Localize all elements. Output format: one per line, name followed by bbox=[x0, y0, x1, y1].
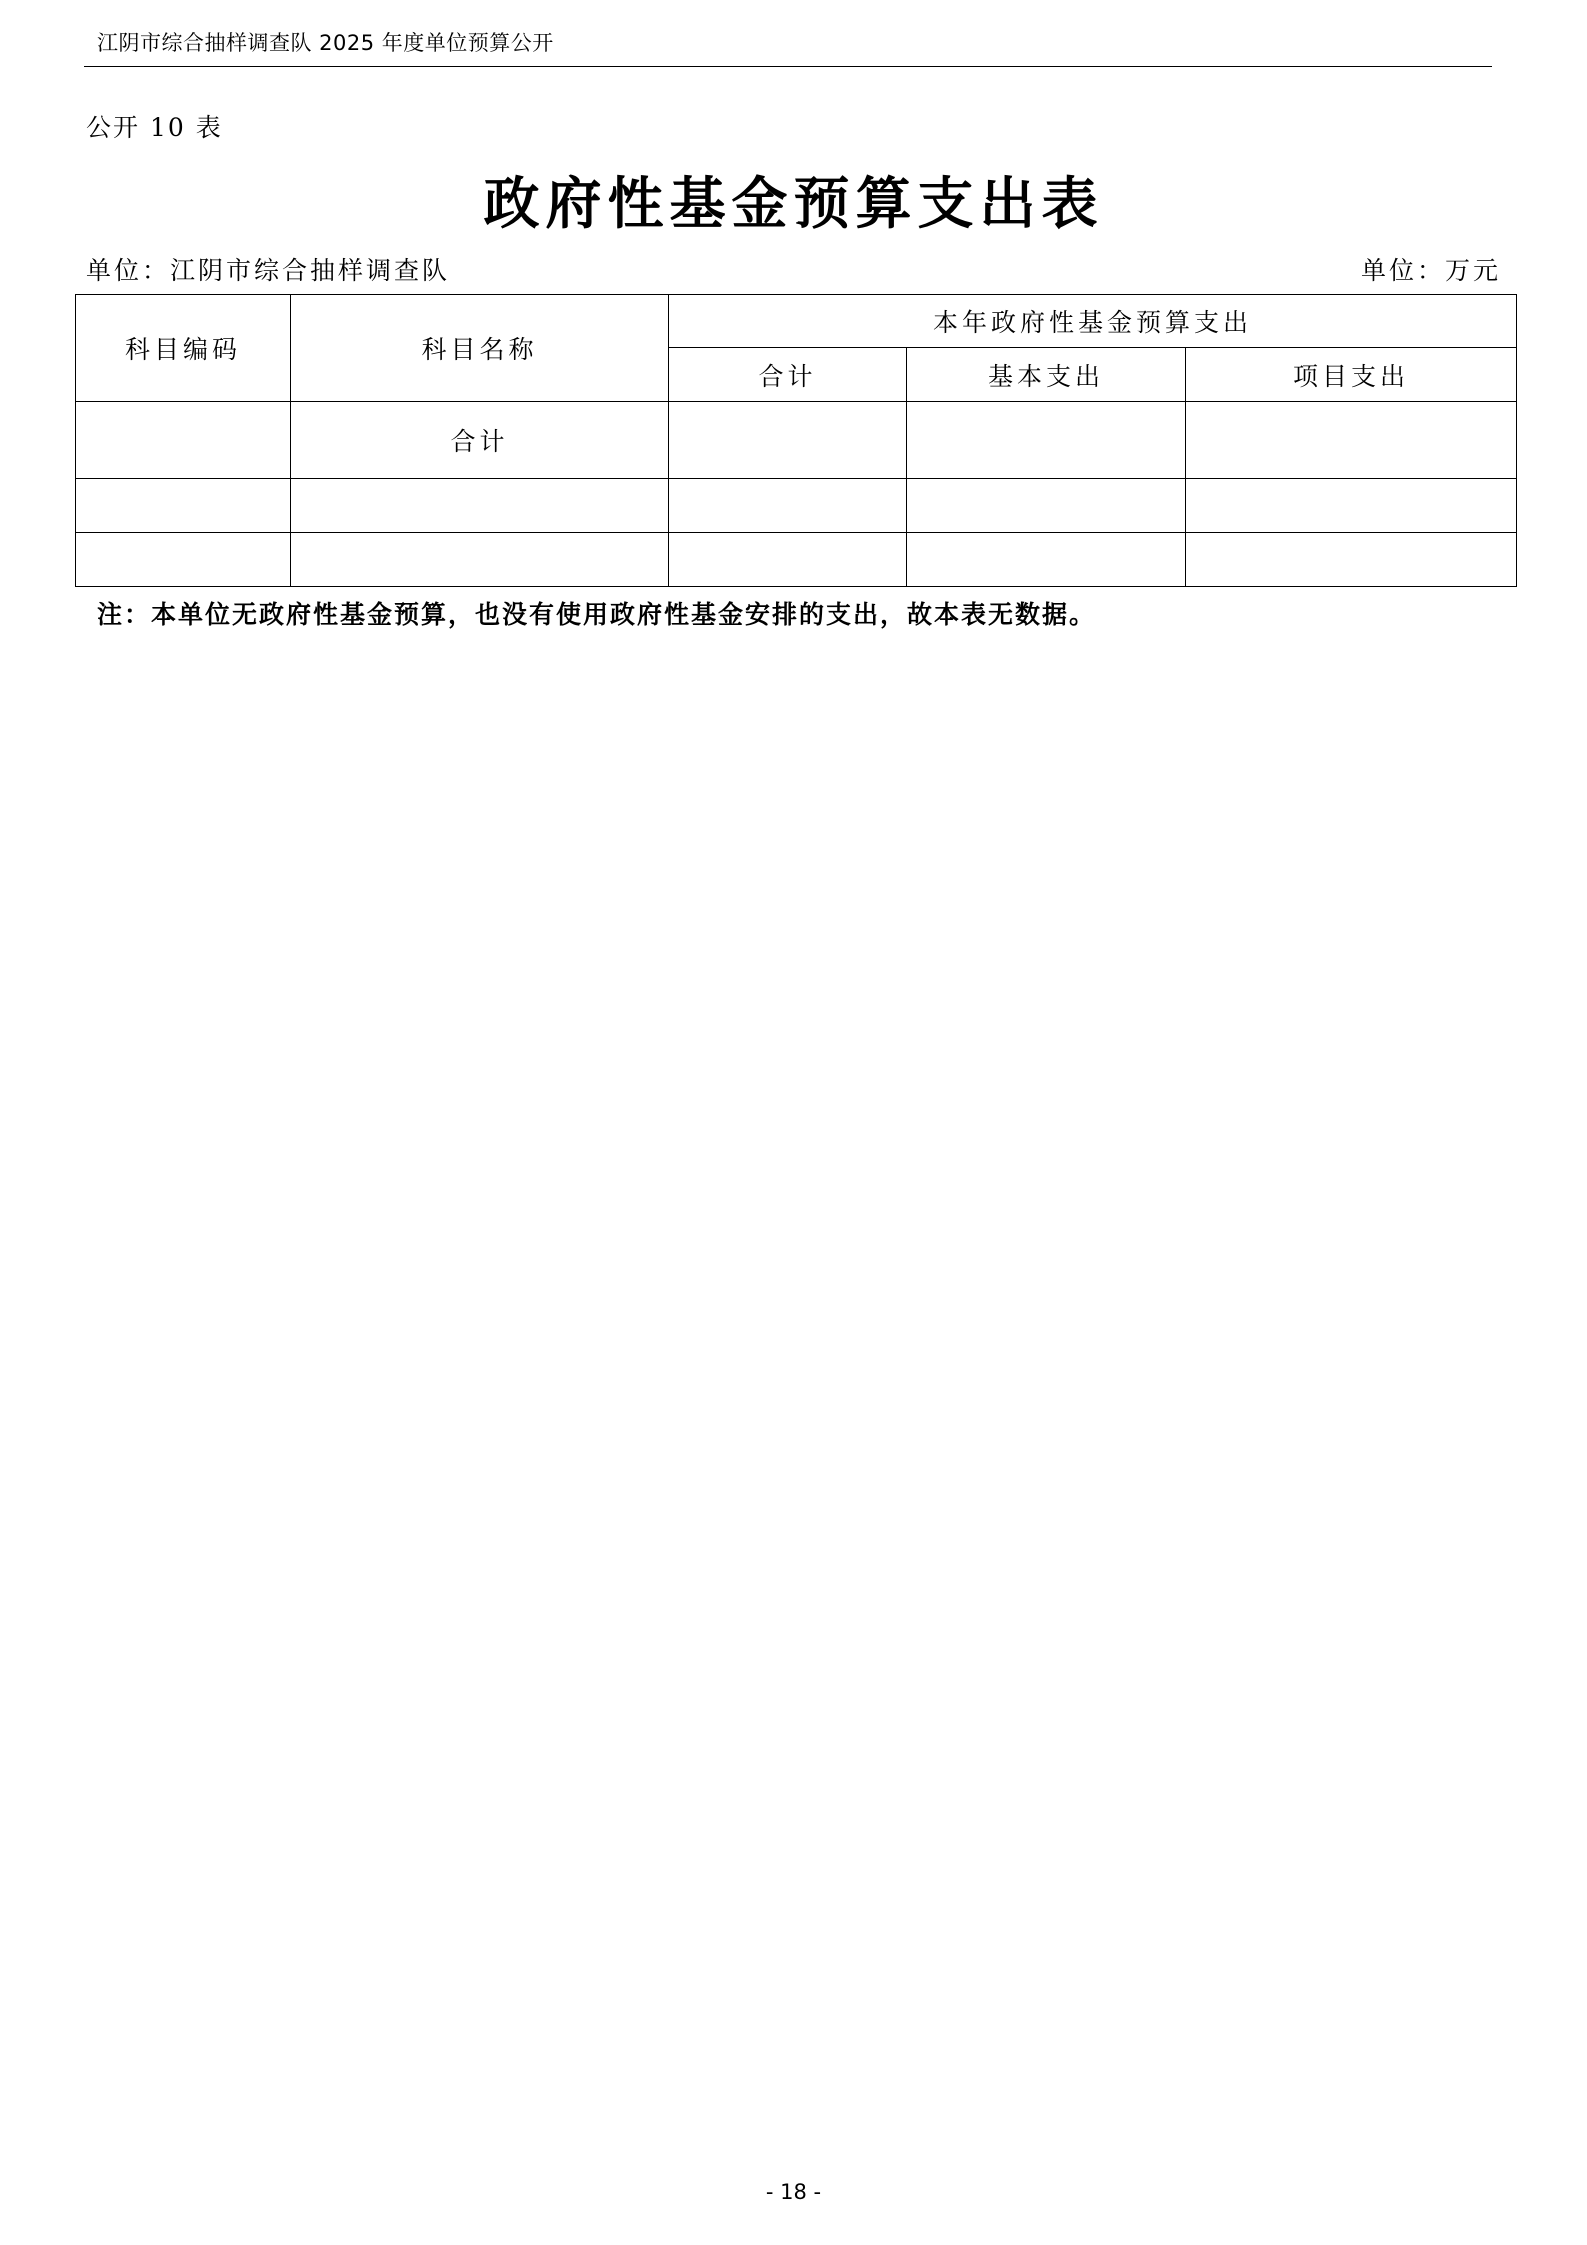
header-project-expenditure: 项目支出 bbox=[1186, 348, 1517, 402]
cell-name bbox=[291, 479, 669, 533]
document-title: 政府性基金预算支出表 bbox=[483, 171, 1104, 237]
cell-basic bbox=[907, 402, 1186, 479]
cell-name: 合计 bbox=[291, 402, 669, 479]
header-subject-name: 科目名称 bbox=[291, 295, 669, 402]
cell-name bbox=[291, 533, 669, 587]
budget-table bbox=[75, 294, 1517, 587]
header-fund-expenditure: 本年政府性基金预算支出 bbox=[669, 295, 1517, 348]
table-row bbox=[76, 533, 1517, 587]
cell-project bbox=[1186, 402, 1517, 479]
cell-project bbox=[1186, 479, 1517, 533]
header-rule bbox=[84, 66, 1492, 67]
cell-basic bbox=[907, 479, 1186, 533]
cell-basic bbox=[907, 533, 1186, 587]
cell-total bbox=[669, 533, 907, 587]
cell-total bbox=[669, 402, 907, 479]
cell-code bbox=[76, 533, 291, 587]
cell-total bbox=[669, 479, 907, 533]
cell-code bbox=[76, 479, 291, 533]
cell-code bbox=[76, 402, 291, 479]
header-subject-code: 科目编码 bbox=[76, 295, 291, 402]
table-number: 公开 10 表 bbox=[86, 113, 223, 142]
cell-project bbox=[1186, 533, 1517, 587]
table-row bbox=[76, 402, 1517, 479]
page-number: - 18 - bbox=[765, 2180, 822, 2204]
header-title: 江阴市综合抽样调查队 2025 年度单位预算公开 bbox=[97, 31, 554, 55]
table-row bbox=[76, 479, 1517, 533]
unit-currency: 单位：万元 bbox=[1360, 256, 1501, 285]
table-note: 注：本单位无政府性基金预算，也没有使用政府性基金安排的支出，故本表无数据。 bbox=[97, 600, 1097, 629]
header-total: 合计 bbox=[669, 348, 907, 402]
unit-organization: 单位：江阴市综合抽样调查队 bbox=[86, 256, 451, 285]
header-basic-expenditure: 基本支出 bbox=[907, 348, 1186, 402]
